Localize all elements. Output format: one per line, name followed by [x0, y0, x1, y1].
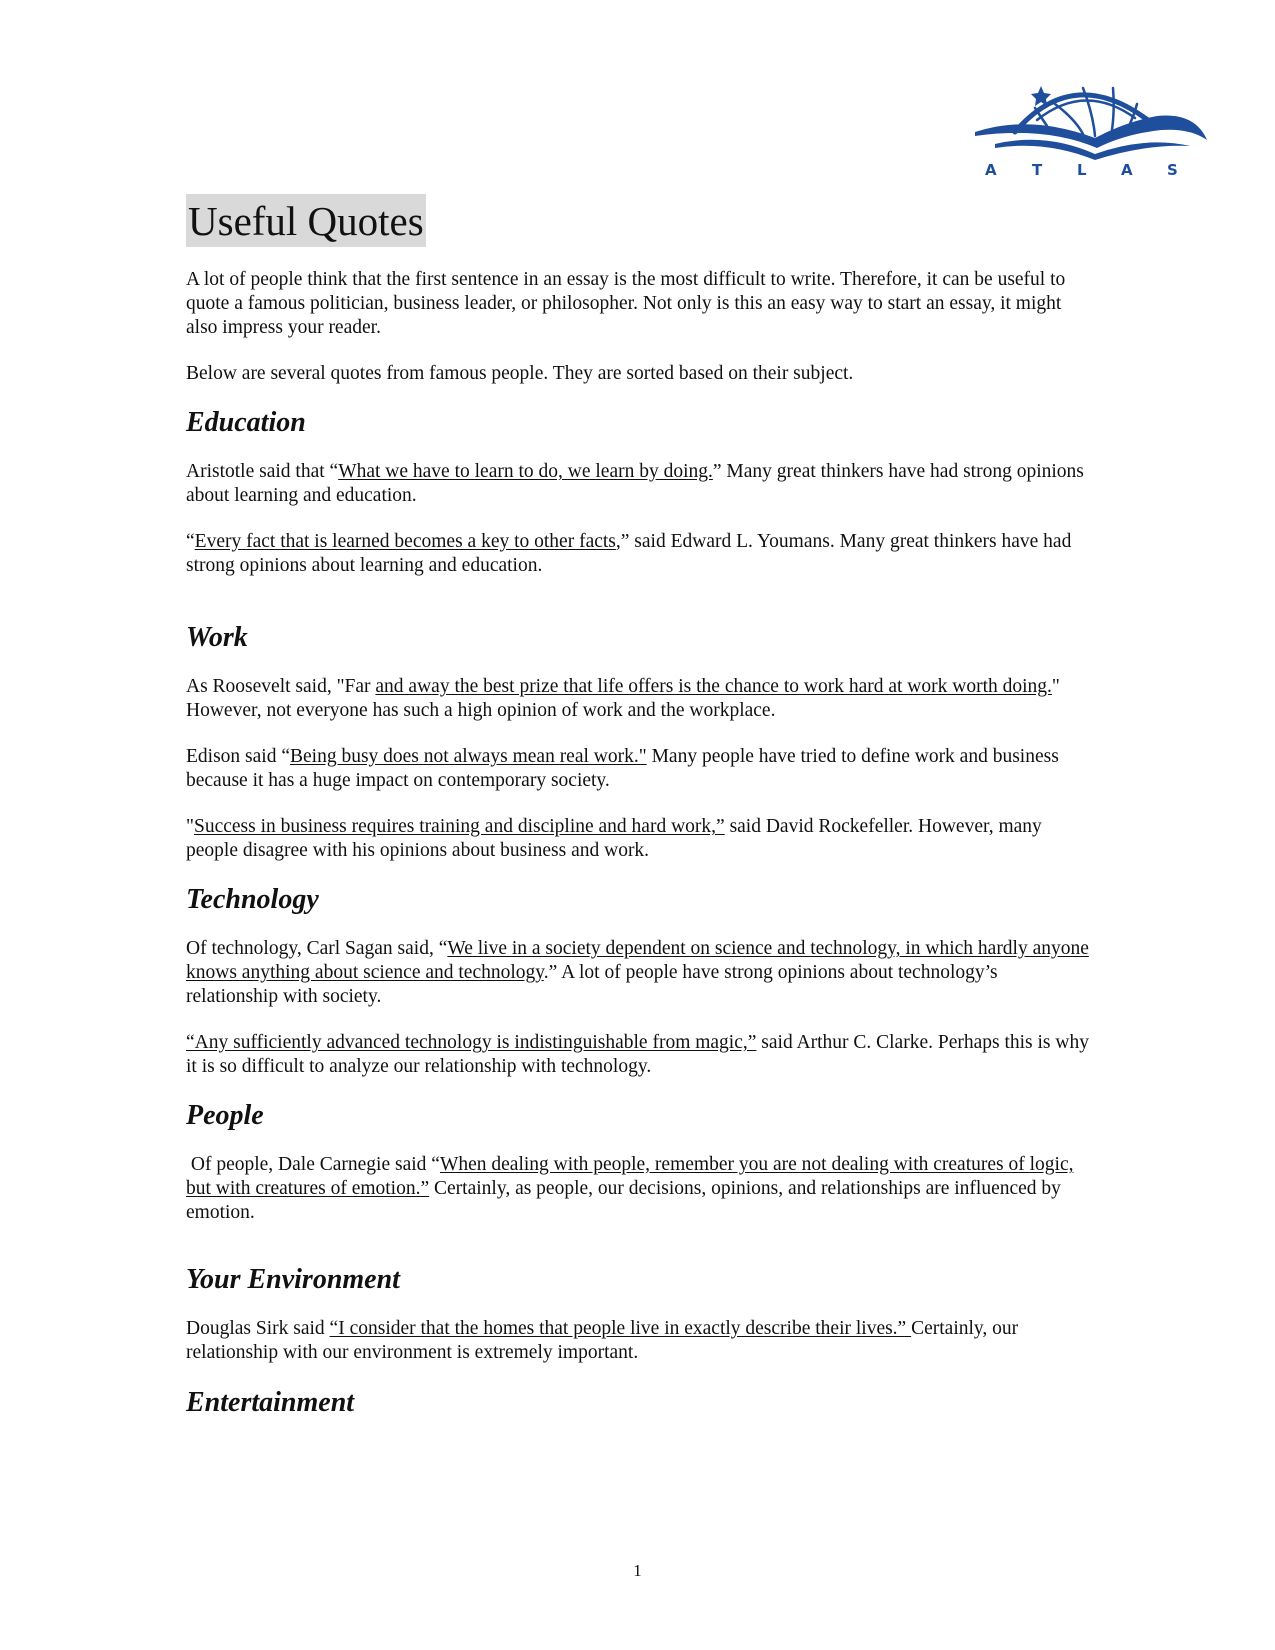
- quote-paragraph: “Every fact that is learned becomes a key to other facts,” said Edward L. Youmans. Many great thinkers have had strong opinions about learning and education.: [186, 531, 1072, 576]
- quote-text: We live in a society dependent on science and technology, in which hardly anyone knows anything about science and technology: [186, 938, 1089, 983]
- section-heading-entertainment: Entertainment: [186, 1387, 355, 1418]
- quote-paragraph: Edison said “Being busy does not always mean real work." Many people have tried to define work and business because it has a huge impact on contemporary society.: [186, 746, 1059, 791]
- logo-letter: L: [1077, 161, 1087, 179]
- quote-text: Every fact that is learned becomes a key to other facts: [194, 531, 616, 552]
- section-heading-technology: Technology: [186, 884, 319, 915]
- atlas-logo: [975, 74, 1215, 184]
- logo-letter: T: [1032, 161, 1043, 179]
- quote-paragraph: “Any sufficiently advanced technology is indistinguishable from magic,” said Arthur C. Clarke. Perhaps this is why it is so difficult to analyze our relationship with technology.: [186, 1032, 1089, 1077]
- quote-paragraph: As Roosevelt said, "Far and away the best prize that life offers is the chance to work hard at work worth doing." However, not everyone has such a high opinion of work and the workplace.: [186, 676, 1060, 721]
- quote-text: What we have to learn to do, we learn by doing.: [338, 461, 713, 482]
- logo-letter: S: [1167, 161, 1178, 179]
- document-title: Useful Quotes: [186, 194, 426, 247]
- intro-paragraph: A lot of people think that the first sentence in an essay is the most difficult to write. Therefore, it can be useful to quote a famous politician, business leader, or philosopher. Not only is this an easy way to start an essay, it might also impress your reader.: [186, 269, 1066, 338]
- document-content: [186, 194, 1091, 1419]
- quote-text: “Any sufficiently advanced technology is indistinguishable from magic,”: [186, 1032, 757, 1053]
- logo-letter: A: [985, 161, 997, 179]
- quote-text: “I consider that the homes that people live in exactly describe their lives.”: [329, 1318, 912, 1339]
- page-number: 1: [633, 1561, 642, 1580]
- quote-paragraph: Douglas Sirk said “I consider that the homes that people live in exactly describe their lives.” Certainly, our relationship with our environment is extremely important.: [186, 1318, 1019, 1363]
- quote-paragraph: Of technology, Carl Sagan said, “We live in a society dependent on science and technology, in which hardly anyone knows anything about science and technology.” A lot of people have strong opinions about technology’s relationship with society.: [186, 938, 1089, 1007]
- quote-text: and away the best prize that life offers is the chance to work hard at work worth doing.: [375, 676, 1052, 697]
- atlas-globe-book-icon: [975, 74, 1215, 184]
- quote-text: Being busy does not always mean real work.": [289, 746, 647, 767]
- quote-paragraph: Of people, Dale Carnegie said “When dealing with people, remember you are not dealing with creatures of logic, but with creatures of emotion.” Certainly, as people, our decisions, opinions, and relationships are influenced by emotion.: [186, 1154, 1074, 1223]
- intro-paragraph: Below are several quotes from famous people. They are sorted based on their subject.: [186, 363, 854, 384]
- quote-paragraph: Aristotle said that “What we have to learn to do, we learn by doing.” Many great thinkers have had strong opinions about learning and education.: [186, 461, 1084, 506]
- logo-letter: A: [1121, 161, 1133, 179]
- section-heading-people: People: [186, 1100, 264, 1131]
- section-heading-environment: Your Environment: [186, 1264, 400, 1295]
- quote-text: Success in business requires training and discipline and hard work,”: [193, 816, 725, 837]
- section-heading-work: Work: [186, 622, 248, 653]
- section-heading-education: Education: [186, 407, 306, 438]
- quote-text: When dealing with people, remember you are not dealing with creatures of logic, but with creatures of emotion.”: [186, 1154, 1074, 1199]
- quote-paragraph: "Success in business requires training and discipline and hard work,” said David Rockefeller. However, many people disagree with his opinions about business and work.: [186, 816, 1042, 861]
